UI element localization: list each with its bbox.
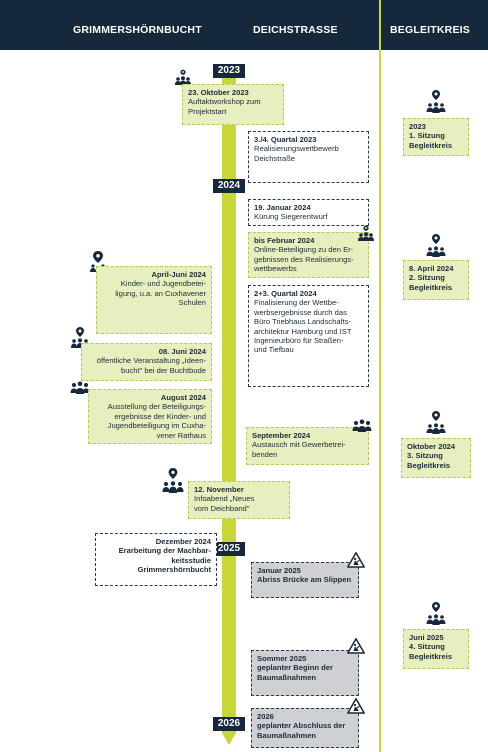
people-location-icon xyxy=(425,411,447,440)
event-text: öffentliche Veranstaltung „Ideen- xyxy=(96,356,206,366)
event-title: Dezember 2024 xyxy=(155,537,211,546)
event-text: Realisierungswettbewerb xyxy=(254,144,339,154)
session-text: Begleitkreis xyxy=(409,282,453,292)
event-text: Ausstellung der Beteiligungs- xyxy=(107,402,206,412)
header-divider xyxy=(379,0,381,50)
event-card-dez-2024 xyxy=(95,533,217,586)
event-card-aug-2024 xyxy=(88,389,212,444)
event-title: August 2024 xyxy=(160,393,206,402)
column-header-begleitkreis: BEGLEITKREIS xyxy=(390,24,470,36)
event-title: 23. Oktober 2023 xyxy=(188,88,249,97)
event-text: geplanter Beginn der xyxy=(257,663,333,673)
people-location-icon xyxy=(425,602,447,631)
event-text: vom Deichband" xyxy=(194,503,250,513)
event-card-okt-2023 xyxy=(182,84,284,125)
event-text: und Tiefbau xyxy=(254,345,294,355)
event-text: keitsstudie xyxy=(171,555,211,565)
event-text: bucht" bei der Buchtbude xyxy=(120,365,206,375)
event-text: Ingenieurbüro für Straßen- xyxy=(254,336,344,346)
column-header-grimmershoernbucht: GRIMMERSHÖRNBUCHT xyxy=(73,24,202,36)
event-card-2026 xyxy=(251,708,359,748)
group-icon xyxy=(352,418,372,439)
column-header-deichstrasse: DEICHSTRASSE xyxy=(253,24,338,36)
begleitkreis-card-3 xyxy=(401,438,471,478)
session-text: 1. Sitzung xyxy=(409,131,445,141)
event-text: Auftaktworkshop zum xyxy=(188,97,261,107)
session-text: 2. Sitzung xyxy=(409,273,445,283)
event-text: wettbewerbs xyxy=(254,264,297,274)
begleitkreis-card-1 xyxy=(403,118,469,156)
event-text: Online-Beteiligung zu den Er- xyxy=(254,245,354,255)
session-text: 4. Sitzung xyxy=(409,642,445,652)
event-title: September 2024 xyxy=(252,431,311,440)
event-title: 19. Januar 2024 xyxy=(254,203,311,212)
event-card-sep-2024 xyxy=(246,427,369,465)
people-location-icon xyxy=(161,468,185,499)
begleitkreis-card-4 xyxy=(403,629,469,669)
event-title: 08. Juni 2024 xyxy=(158,347,206,356)
session-text: Begleitkreis xyxy=(409,651,453,661)
event-text: Baumaßnahmen xyxy=(257,672,317,682)
session-text: Begleitkreis xyxy=(409,140,453,150)
event-title: April-Juni 2024 xyxy=(151,270,206,279)
event-text: Jugendbeteiligung im Cuxha- xyxy=(107,421,206,431)
people-location-icon xyxy=(425,234,447,263)
event-text: Erarbeitung der Machbar- xyxy=(118,546,211,556)
event-text: Büro Triebhaus Landschafts- xyxy=(254,317,352,327)
event-title: 3./4. Quartal 2023 xyxy=(254,135,317,144)
construction-warning-icon xyxy=(347,698,365,719)
event-text: Deichstraße xyxy=(254,153,295,163)
event-text: Austausch mit Gewerbetrei- xyxy=(252,440,346,450)
header-bar xyxy=(0,0,488,50)
event-card-jun-2024 xyxy=(81,343,212,381)
event-card-nov-2024 xyxy=(188,481,290,519)
construction-warning-icon xyxy=(347,552,365,573)
people-location-icon xyxy=(425,90,447,119)
event-card-q34-2023 xyxy=(248,131,369,183)
year-marker-2025: 2025 xyxy=(213,542,245,556)
event-text: Kürung Siegerentwurf xyxy=(254,212,328,222)
timeline-arrow-tip xyxy=(222,733,236,745)
event-text: gebnissen des Realisierungs- xyxy=(254,254,354,264)
event-title: Januar 2025 xyxy=(257,566,301,575)
event-title: bis Februar 2024 xyxy=(254,236,315,245)
construction-warning-icon xyxy=(347,638,365,659)
event-text: vener Rathaus xyxy=(156,430,206,440)
event-title: Sommer 2025 xyxy=(257,654,307,663)
event-text: Finalisierung der Wettbe- xyxy=(254,298,339,308)
session-date: 8. April 2024 xyxy=(409,264,454,273)
event-text: Projektstart xyxy=(188,106,227,116)
event-title: 12. November xyxy=(194,485,244,494)
begleitkreis-divider xyxy=(379,50,381,752)
event-text: benden xyxy=(252,449,278,459)
session-text: 3. Sitzung xyxy=(407,451,443,461)
event-text: Abriss Brücke am Slippen xyxy=(257,575,352,585)
event-card-jan-2024 xyxy=(248,199,369,226)
timeline-bar xyxy=(222,65,236,733)
session-date: Oktober 2024 xyxy=(407,442,456,451)
event-card-sommer-2025 xyxy=(251,650,359,696)
event-title: 2026 xyxy=(257,712,274,721)
event-text: Infoabend „Neues xyxy=(194,494,255,504)
session-text: Begleitkreis xyxy=(407,460,451,470)
event-text: Schulen xyxy=(178,298,206,308)
event-card-q23-2024 xyxy=(248,285,369,387)
year-marker-2026: 2026 xyxy=(213,717,245,731)
group-icon xyxy=(70,380,90,401)
event-text: werbsergebnisse durch das xyxy=(254,307,347,317)
event-text: ligung, u.a. an Cuxhavener xyxy=(115,288,206,298)
year-marker-2023: 2023 xyxy=(213,64,245,78)
event-card-jan-2025 xyxy=(251,562,359,598)
session-date: 2023 xyxy=(409,122,426,131)
people-location-icon xyxy=(356,225,376,248)
year-marker-2024: 2024 xyxy=(213,179,245,193)
event-title: 2+3. Quartal 2024 xyxy=(254,289,317,298)
event-text: ergebnisse der Kinder- und xyxy=(114,411,206,421)
event-text: Kinder- und Jugendbetei- xyxy=(120,279,206,289)
event-text: geplanter Abschluss der xyxy=(257,721,346,731)
event-card-feb-2024 xyxy=(248,232,369,278)
event-card-apr-jun-2024 xyxy=(96,266,212,334)
session-date: Juni 2025 xyxy=(409,633,444,642)
begleitkreis-card-2 xyxy=(403,260,469,300)
event-text: Grimmershörnbucht xyxy=(137,565,211,575)
event-text: architektur Hamburg und IST xyxy=(254,326,352,336)
event-text: Baumaßnahmen xyxy=(257,730,317,740)
